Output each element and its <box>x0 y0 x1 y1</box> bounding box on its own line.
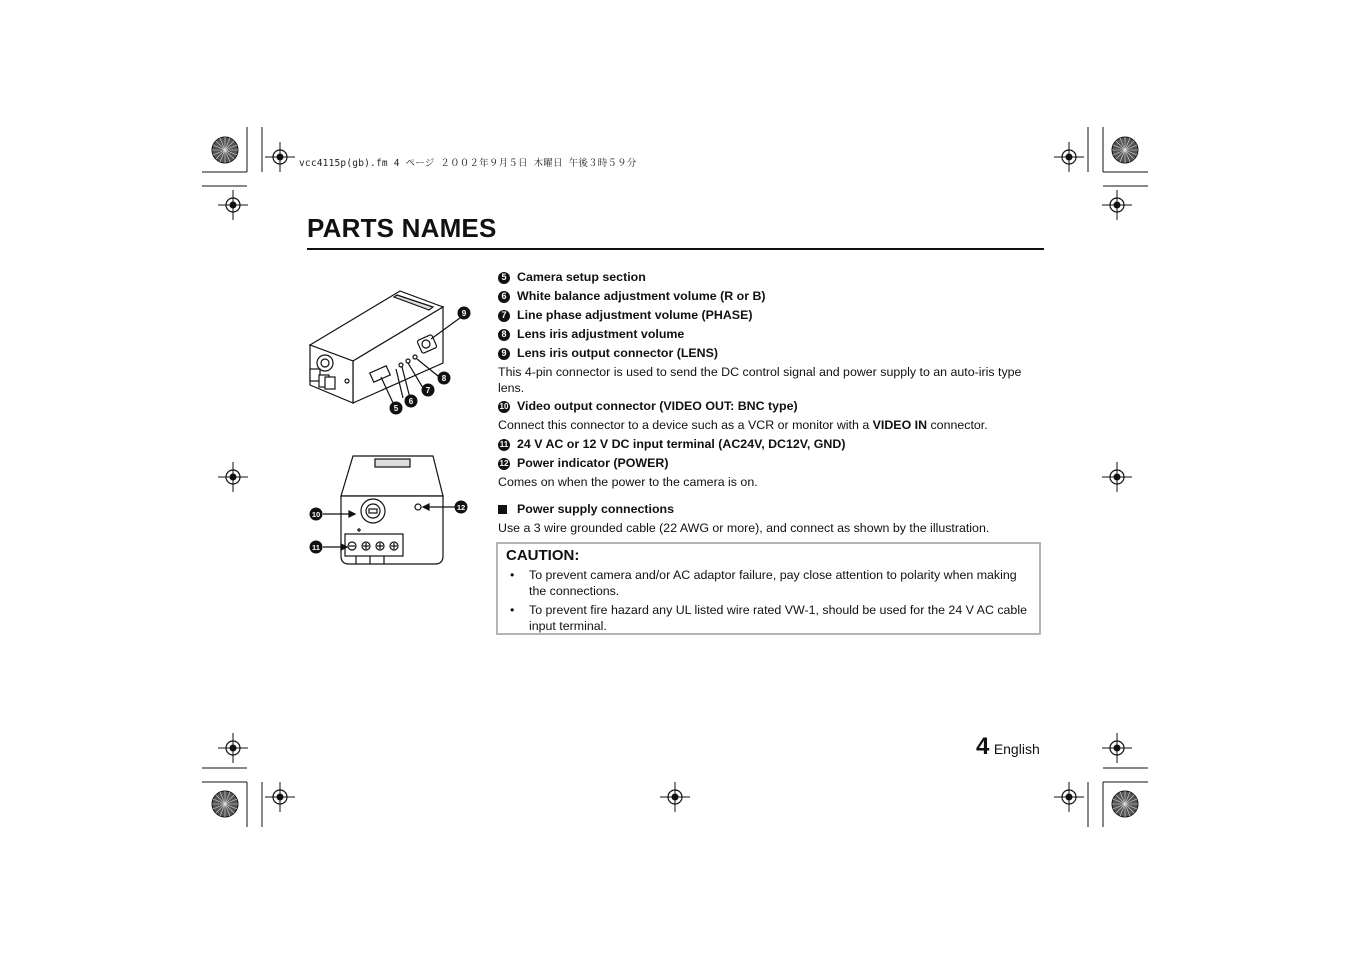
page-number: 4 <box>976 733 990 760</box>
description-text: connector. <box>927 418 988 432</box>
part-label: White balance adjustment volume (R or B) <box>517 289 766 303</box>
part-item-10 <box>498 399 1043 415</box>
part-item-11 <box>498 437 1043 453</box>
part-label: Lens iris output connector (LENS) <box>517 346 719 360</box>
part-label: 24 V AC or 12 V DC input terminal (AC24V, DC12V, GND) <box>517 436 846 451</box>
caution-item <box>506 568 1031 599</box>
number-badge: 10 <box>499 402 509 412</box>
part-item-8 <box>498 327 1043 343</box>
callout-11: 11 <box>312 543 320 552</box>
bullet-dot-icon: • <box>510 568 515 582</box>
caution-title: CAUTION: <box>506 547 580 564</box>
parts-list <box>498 268 1043 539</box>
page-language: English <box>993 741 1040 757</box>
part-label: Line phase adjustment volume (PHASE) <box>517 308 753 322</box>
number-badge: 8 <box>498 329 510 341</box>
camera-rear-illustration <box>305 448 480 570</box>
callout-12: 12 <box>456 503 466 512</box>
title-rule <box>307 248 1044 250</box>
section-heading-text: Power supply connections <box>517 502 674 516</box>
callout-5: 5 <box>393 404 399 413</box>
caution-text: To prevent fire hazard any UL listed wire rated VW-1, should be used for the 24 V AC cable input terminal. <box>529 603 1027 633</box>
number-badge: 7 <box>498 310 510 322</box>
caution-item <box>506 603 1031 634</box>
part-item-9 <box>498 346 1043 362</box>
square-bullet-icon <box>498 505 507 514</box>
page-title: PARTS NAMES <box>307 213 497 243</box>
caution-text: To prevent camera and/or AC adaptor failure, pay close attention to polarity when making the connections. <box>529 568 1017 598</box>
bullet-dot-icon: • <box>510 603 515 617</box>
number-badge: 11 <box>499 439 509 449</box>
file-info-header: vcc4115p(gb).fm 4 ページ ２００２年９月５日 木曜日 午後３時５９分 <box>299 158 637 169</box>
part-label: Lens iris adjustment volume <box>517 327 685 341</box>
number-badge: 6 <box>498 291 510 303</box>
part-label: Video output connector (VIDEO OUT: BNC type) <box>517 399 798 413</box>
number-badge: 9 <box>498 348 510 360</box>
page-footer <box>976 733 1040 761</box>
camera-side-illustration <box>305 285 480 420</box>
callout-9: 9 <box>461 309 467 318</box>
callout-8: 8 <box>441 374 447 383</box>
part-label: Power indicator (POWER) <box>517 455 669 470</box>
part-item-12 <box>498 456 1043 472</box>
power-section-heading <box>498 502 1043 518</box>
part-label: Camera setup section <box>517 270 646 284</box>
power-section-text: Use a 3 wire grounded cable (22 AWG or more), and connect as shown by the illustration. <box>498 520 990 535</box>
callout-7: 7 <box>425 386 431 395</box>
part-description-9: This 4-pin connector is used to send the DC control signal and power supply to an auto-iris type lens. <box>498 365 1022 395</box>
part-description-10 <box>498 418 1043 434</box>
number-badge: 5 <box>498 272 510 284</box>
number-badge: 12 <box>499 458 509 468</box>
callout-6: 6 <box>408 397 414 406</box>
description-text: Connect this connector to a device such as a VCR or monitor with a <box>498 418 873 432</box>
callout-10: 10 <box>311 510 321 519</box>
caution-list <box>506 568 1031 634</box>
part-item-6 <box>498 289 1043 305</box>
caution-box <box>496 542 1041 635</box>
description-bold-term: VIDEO IN <box>872 418 928 432</box>
part-item-7 <box>498 308 1043 324</box>
part-item-5 <box>498 270 1043 286</box>
part-description-12: Comes on when the power to the camera is on. <box>498 474 758 489</box>
